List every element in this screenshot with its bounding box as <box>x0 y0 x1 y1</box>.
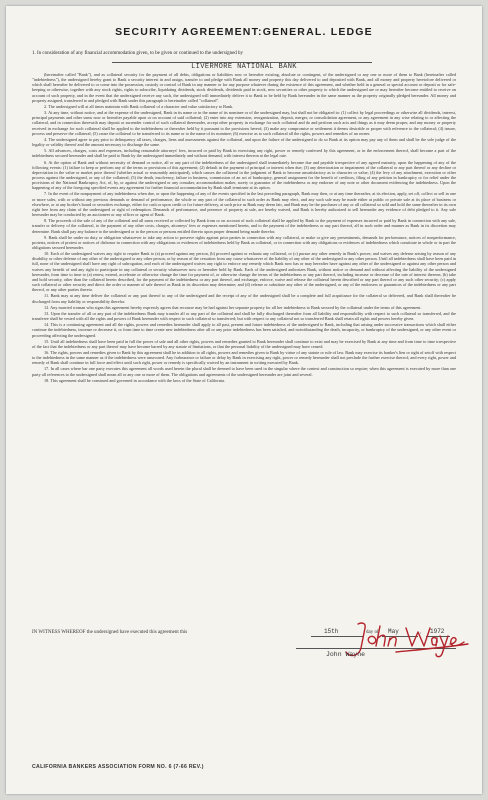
witness-day-label: day of <box>366 630 379 635</box>
paragraph: 12. Any married woman who signs this agreement hereby expressly agrees that recourse may be had against her separate property for all her indebtedness to Bank secured by the collateral under the terms of this agreement. <box>44 304 422 310</box>
signer-name: John Wayne <box>326 651 366 658</box>
intro-paragraph: 1. In consideration of any financial accommodation given, to be given or continued to the undersigned by <box>32 51 244 56</box>
paragraph: 10. Each of the undersigned waives any right to require Bank to (a) proceed against any person, (b) proceed against or exhaust any collateral, or (c) pursue any other remedy in Bank's power; and waives any defense arising by reason of any disability or other defense of any other of the undersigned or any other person, or by reason of the cessation from any cause whatsoever of the liability of any other of the undersigned or any other person. Until all indebtedness shall have been paid in full, none of the undersigned shall have any right of subrogation, and each of the undersigned waives any right to enforce any remedy which Bank now has or may hereafter have against any other of the undersigned or against any other person and waives any benefit of and any right to participate in any collateral or security whatsoever now or hereafter held by Bank. Each of the undersigned authorizes Bank, without notice or demand and without affecting the liability of the undersigned hereunder, from time to time to (a) renew, extend, accelerate or otherwise change the time for payment of, or otherwise change the terms of the indebtedness or any part thereof, including increase or decrease of the rate of interest thereon; (b) take and hold security, other than the collateral herein described, for the payment of the indebtedness or any part thereof, and exchange, enforce, waive and release the collateral herein described or any part thereof or any such other security; (c) apply such collateral or other security and direct the order or manner of sale thereof as Bank in its discretion may determine; and (d) release or substitute any other of the undersigned, or any of the endorsers or guarantors of the indebtedness or any part thereof, or any other parties thereto. <box>32 251 456 293</box>
paragraph: 8. The proceeds of the sale of any of the collateral and all sums received or collected by Bank from or on account of such collateral shall be applied by Bank to the payment of expenses incurred or paid by Bank in connection with any sale, transfer or delivery of the collateral, to the payment of any other costs, charges, attorneys' fees or expenses mentioned herein, and to the payment of the indebtedness or any part thereof, all in such order and manner as Bank in its discretion may determine. Bank shall pay any balance to the undersigned or to the person or persons entitled thereto upon proper demand being made therefor. <box>32 218 456 234</box>
paragraph: 18. This agreement shall be construed and governed in accordance with the laws of the State of California. <box>44 377 226 383</box>
paragraph: 5. All advances, charges, costs and expenses, including reasonable attorneys' fees, incurred or paid by Bank in exercising any right, power or remedy conferred by this agreement, or in the enforcement thereof, shall become a part of the indebtedness secured hereunder and shall be paid to Bank by the undersigned immediately and without demand, with interest thereon at the legal rate. <box>32 148 456 159</box>
paragraph: 11. Bank may at any time deliver the collateral or any part thereof to any of the undersigned and the receipt of any of the undersigned shall be a complete and full acquittance for the collateral so delivered, and Bank shall thereafter be discharged from any liability or responsibility therefor. <box>32 293 456 304</box>
witness-comma: , <box>420 630 422 635</box>
paragraph: 3. At any time, without notice, and at the expense of the undersigned, Bank in its name or in the name of its nominee or of the undersigned may, but shall not be obligated to: (1) collect by legal proceedings or otherwise all dividends, interest, principal payments and other sums now or hereafter payable upon or on account of said collateral; (2) enter into any extension, reorganization, deposit, merger, or consolidation agreement, or any agreement in any wise relating to or affecting the collateral, and in connection therewith may deposit or surrender control of such collateral thereunder, accept other property in exchange for such collateral and do and perform such acts and things as it may deem proper, and any money or property received in exchange for such collateral shall be applied to the indebtedness or thereafter held by it pursuant to the provisions hereof; (3) make any compromise or settlement it deems desirable or proper with reference to the collateral; (4) insure, process and preserve the collateral; (5) cause the collateral to be transferred to its name or to the name of its nominee; (6) exercise as to such collateral all the rights, powers and remedies of an owner. <box>32 110 456 136</box>
form-footer: CALIFORNIA BANKERS ASSOCIATION FORM NO. 6 (7-66 REV.) <box>32 764 204 770</box>
paragraph: (hereinafter called "Bank"), and as collateral security for the payment of all debts, obligations or liabilities now or hereafter existing, absolute or contingent, of the undersigned or any one or more of them to Bank (hereinafter called "indebtedness"), the undersigned hereby grant to Bank a security interest in and assign, transfer to and pledge with Bank all money and property this day delivered to and deposited with Bank, and all money and property heretofore delivered or which shall hereafter be delivered to or come into the possession, custody or control of Bank in any manner or for any purpose whatever during the existence of this agreement, and whether held in a general or special account or deposit or for safe-keeping or otherwise, together with any stock rights, rights to subscribe, liquidating dividends, stock dividends, dividends paid in stock, new securities or other property to which the undersigned are or may hereafter become entitled to receive on account of such property, and in the event that the undersigned receive any such, the undersigned will immediately deliver it to Bank to be held by Bank hereunder in the same manner as the property originally pledged hereunder. All money and property assigned, transferred to and pledged with Bank under this paragraph is hereinafter called "collateral". <box>32 72 456 103</box>
paragraph: 14. This is a continuing agreement and all the rights, powers and remedies hereunder shall apply to all past, present and future indebtedness of the undersigned to Bank, including that arising under successive transactions which shall either continue the indebtedness, increase or decrease it, or from time to time create new indebtedness after all or any prior indebtedness has been satisfied, and notwithstanding the death, incapacity, or bankruptcy of the undersigned, or any other event or proceeding affecting the undersigned. <box>32 322 456 338</box>
paragraph: 4. The undersigned agree to pay prior to delinquency all taxes, charges, liens and assessments against the collateral, and upon the failure of the undersigned to do so Bank at its option may pay any of them and shall be the sole judge of the legality or validity thereof and the amount necessary to discharge the same. <box>32 136 456 148</box>
bank-name: LIVERMORE NATIONAL BANK <box>191 63 297 71</box>
paragraph: 13. Upon the transfer of all or any part of the indebtedness Bank may transfer all or any part of the collateral and shall be fully discharged thereafter from all liability and responsibility with respect to such collateral so transferred, and the transferee shall be vested with all the rights and powers of Bank hereunder with respect to such collateral so transferred; but with respect to any collateral not so transferred Bank shall retain all rights and powers hereby given. <box>32 310 456 322</box>
paragraph: 7. In the event of the nonpayment of any indebtedness when due, or upon the happening of any of the events specified in the last preceding paragraph, Bank may then, or at any time thereafter, at its election, apply, set off, collect or sell in one or more sales, with or without any previous demands or demand of performance, the whole or any part of the collateral in such order as Bank may elect, and any such sale may be made either at public or private sale at its place of business or elsewhere, or at any broker's board or securities exchange, either for cash or upon credit or for future delivery, at such price as Bank may deem fair, and Bank may be the purchaser of any or all collateral so sold and hold the same thereafter in its own right free from any claim of the undersigned or right of redemption. Demands of performance, and presence of property at sale, are hereby waived, and Bank is hereby authorized to sell hereunder any evidence of debt pledged to it. Any sale hereunder may be conducted by an auctioneer or any officer or agent of Bank. <box>32 191 456 218</box>
paragraph: 16. The rights, powers and remedies given to Bank by this agreement shall be in addition to all rights, powers and remedies given to Bank by virtue of any statute or rule of law. Bank may exercise its banker's lien or right of setoff with respect to the indebtedness in the same manner as if the indebtedness were unsecured. Any forbearance or failure or delay by Bank in exercising any right, power or remedy hereunder shall not preclude the further exercise thereof; and every right, power and remedy of Bank shall continue in full force and effect until such right, power or remedy is specifically waived by an instrument in writing executed by Bank. <box>32 349 456 366</box>
witness-month: May <box>388 628 399 635</box>
document-title: SECURITY AGREEMENT:GENERAL. LEDGE <box>115 26 373 38</box>
paragraph: 15. Until all indebtedness shall have been paid in full the power of sale and all other rights, powers and remedies granted to Bank hereunder shall continue to exist and may be exercised by Bank at any time and from time to time irrespective of the fact that the indebtedness or any part thereof may have become barred by any statute of limitations, or that the personal liability of the undersigned may have ceased. <box>32 338 456 349</box>
paragraph: 9. Bank shall be under no duty or obligation whatsoever to take any action to preserve rights against prior parties in connection with any collateral, or make or give any presentments, demands for performance, notices of nonperformance, protests, notices of protest or notices of dishonor in connection with any obligations or evidences of indebtedness held by Bank as collateral, or in connection with any obligations or evidences of indebtedness which constitute in whole or in part the obligations secured hereunder. <box>32 234 456 250</box>
document-page <box>6 6 482 794</box>
paragraph: 6. At the option of Bank and without necessity of demand or notice, all or any part of the indebtedness of the undersigned shall immediately become due and payable irrespective of any agreed maturity, upon the happening of any of the following events: (1) failure to keep or perform any of the terms or provisions of this agreement; (2) default in the payment of principal or interest when due; (3) any deterioration or impairment of the collateral or any part thereof or any decline or depreciation in the value or market price thereof (whether actual or reasonably anticipated), which causes the collateral in the judgment of Bank to become unsatisfactory as to character or value; (4) the levy of any attachment, execution or other process against the undersigned, or any of the collateral; (5) the death, insolvency, failure in business, commission of an act of bankruptcy, general assignment for the benefit of creditors, filing of any petition in bankruptcy or for relief under the provisions of the National Bankruptcy Act, of, by, or against the undersigned or any comaker, accommodation maker, surety or guarantor of the indebtedness or any endorser of any note or other document evidencing the indebtedness. Upon the happening of any of the foregoing specified events any agreement for further financial accommodation by Bank shall terminate at its option. <box>32 159 456 191</box>
witness-day: 15th <box>324 628 339 635</box>
paragraph: 17. In all cases where bar one party executes this agreement all words used herein the plural shall be deemed to have been used in the singular where the context and construction so require; when this agreement is executed by more than one party all references to the undersigned shall mean all or any one or more of them. The obligations and agreements of the undersigned hereunder are joint and several. <box>32 366 456 377</box>
witness-clause: IN WITNESS WHEREOF the undersigned have executed this agreement this <box>32 630 188 635</box>
paragraph: 2. The undersigned will at all times maintain with Bank collateral of a character and value satisfactory to Bank. <box>44 103 234 109</box>
agreement-body <box>32 72 456 620</box>
witness-year: 1972 <box>430 628 445 635</box>
